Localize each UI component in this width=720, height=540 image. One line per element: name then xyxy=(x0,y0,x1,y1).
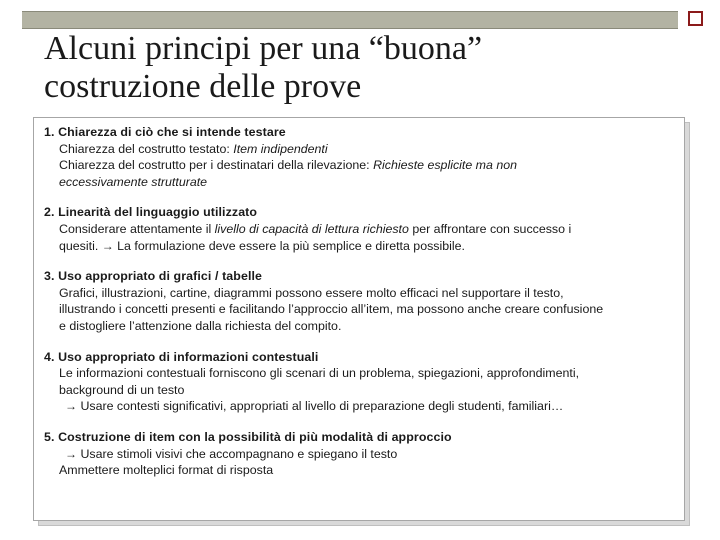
section-line: Ammettere molteplici format di risposta xyxy=(59,463,274,478)
content-box xyxy=(33,117,685,521)
section-line: illustrando i concetti presenti e facilitando l’approccio all’item, ma possono anche creare confusione xyxy=(59,302,604,317)
section-linearity xyxy=(44,204,676,254)
line-text: quesiti. xyxy=(59,238,102,253)
right-arrow-icon: → xyxy=(101,238,114,253)
section-line xyxy=(44,398,676,415)
slide-title-line2: costruzione delle prove xyxy=(44,68,362,105)
line-emphasis: Richieste esplicite ma non xyxy=(373,158,518,173)
line-emphasis: eccessivamente strutturate xyxy=(59,174,208,189)
section-heading: 3. Uso appropriato di grafici / tabelle xyxy=(44,269,263,284)
section-line xyxy=(44,446,676,463)
section-line: Grafici, illustrazioni, cartine, diagrammi possono essere molto efficaci nel supportare il testo, xyxy=(59,285,564,300)
line-text: Usare contesti significativi, appropriati al livello di preparazione degli studenti, familiari… xyxy=(77,399,564,414)
line-text: Considerare attentamente il xyxy=(59,221,215,236)
section-context xyxy=(44,349,676,415)
right-arrow-icon: → xyxy=(65,399,77,414)
section-line xyxy=(44,141,676,158)
section-heading: 5. Costruzione di item con la possibilità di più modalità di approccio xyxy=(44,429,452,444)
line-text: Chiarezza del costrutto per i destinatari della rilevazione: xyxy=(59,158,374,173)
line-text: Chiarezza del costrutto testato: xyxy=(59,141,234,156)
section-heading: 4. Uso appropriato di informazioni contestuali xyxy=(44,349,319,364)
right-arrow-icon: → xyxy=(65,446,77,461)
section-heading: 1. Chiarezza di ciò che si intende testare xyxy=(44,125,286,139)
section-line: e distogliere l’attenzione dalla richiesta del compito. xyxy=(59,318,342,333)
section-line xyxy=(44,157,676,174)
line-text: Usare stimoli visivi che accompagnano e spiegano il testo xyxy=(77,446,398,461)
section-line xyxy=(44,174,676,191)
section-heading: 2. Linearità del linguaggio utilizzato xyxy=(44,205,258,220)
line-emphasis: Item indipendenti xyxy=(233,141,328,156)
section-line xyxy=(44,221,676,238)
section-line: Le informazioni contestuali forniscono gli scenari di un problema, spiegazioni, approfondimenti, xyxy=(59,366,580,381)
line-emphasis: livello di capacità di lettura richiesto xyxy=(214,221,409,236)
slide-title-line1: Alcuni principi per una “buona” xyxy=(44,30,483,67)
slide-title xyxy=(44,30,684,106)
line-text: La formulazione deve essere la più semplice e diretta possibile. xyxy=(113,238,465,253)
section-approaches xyxy=(44,429,676,479)
section-clarity xyxy=(44,124,676,190)
section-line xyxy=(44,238,676,255)
square-outline-icon xyxy=(688,11,703,26)
line-text: per affrontare con successo i xyxy=(408,221,572,236)
section-graphics xyxy=(44,268,676,334)
section-line: background di un testo xyxy=(59,382,185,397)
slide-header-bar xyxy=(22,11,678,29)
